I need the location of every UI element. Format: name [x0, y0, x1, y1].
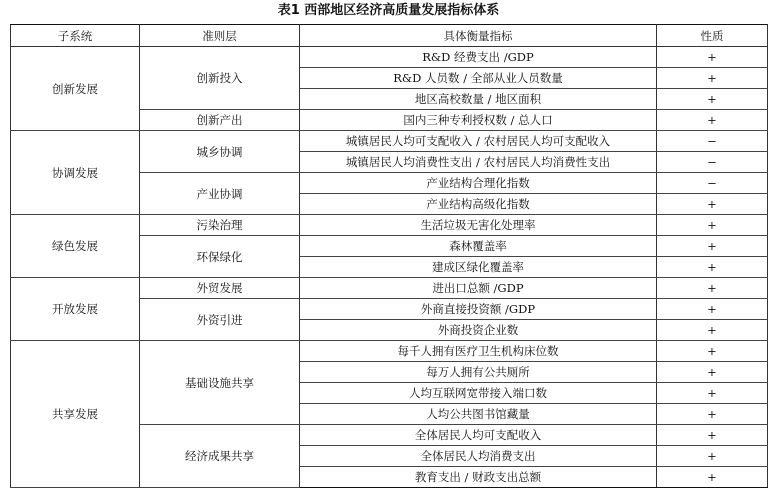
table-row — [11, 278, 768, 299]
indicator-cell: 每万人拥有公共厕所 — [300, 362, 657, 383]
indicator-cell: 建成区绿化覆盖率 — [300, 257, 657, 278]
nature-cell: + — [657, 278, 768, 299]
subsystem-cell: 协调发展 — [11, 131, 140, 215]
criterion-cell: 经济成果共享 — [140, 425, 300, 488]
header-subsystem: 子系统 — [11, 25, 140, 47]
criterion-cell: 创新产出 — [140, 110, 300, 131]
indicator-cell: 教育支出 / 财政支出总额 — [300, 467, 657, 488]
table-row — [11, 131, 768, 152]
nature-cell: + — [657, 194, 768, 215]
nature-cell: + — [657, 446, 768, 467]
criterion-cell: 污染治理 — [140, 215, 300, 236]
indicator-cell: 城镇居民人均可支配收入 / 农村居民人均可支配收入 — [300, 131, 657, 152]
subsystem-cell: 开放发展 — [11, 278, 140, 341]
indicator-cell: 全体居民人均可支配收入 — [300, 425, 657, 446]
nature-cell: + — [657, 215, 768, 236]
indicator-cell: R&D 经费支出 /GDP — [300, 47, 657, 68]
nature-cell: + — [657, 425, 768, 446]
header-indicator: 具体衡量指标 — [300, 25, 657, 47]
criterion-cell: 环保绿化 — [140, 236, 300, 278]
table-body — [11, 47, 768, 488]
criterion-cell: 产业协调 — [140, 173, 300, 215]
indicator-cell: 进出口总额 /GDP — [300, 278, 657, 299]
nature-cell: + — [657, 257, 768, 278]
subsystem-cell: 绿色发展 — [11, 215, 140, 278]
table-row — [11, 341, 768, 362]
indicator-cell: 森林覆盖率 — [300, 236, 657, 257]
criterion-cell: 创新投入 — [140, 47, 300, 110]
indicator-cell: 生活垃圾无害化处理率 — [300, 215, 657, 236]
indicator-cell: 地区高校数量 / 地区面积 — [300, 89, 657, 110]
indicator-cell: 城镇居民人均消费性支出 / 农村居民人均消费性支出 — [300, 152, 657, 173]
indicator-cell: 产业结构合理化指数 — [300, 173, 657, 194]
indicator-cell: R&D 人员数 / 全部从业人员数量 — [300, 68, 657, 89]
nature-cell: + — [657, 320, 768, 341]
header-criterion: 准则层 — [140, 25, 300, 47]
nature-cell: + — [657, 404, 768, 425]
header-nature: 性质 — [657, 25, 768, 47]
nature-cell: + — [657, 89, 768, 110]
criterion-cell: 外资引进 — [140, 299, 300, 341]
nature-cell: − — [657, 152, 768, 173]
criterion-cell: 外贸发展 — [140, 278, 300, 299]
indicator-cell: 全体居民人均消费支出 — [300, 446, 657, 467]
indicator-cell: 人均互联网宽带接入端口数 — [300, 383, 657, 404]
header-row — [11, 25, 768, 47]
nature-cell: + — [657, 68, 768, 89]
table-row — [11, 215, 768, 236]
indicator-cell: 产业结构高级化指数 — [300, 194, 657, 215]
subsystem-cell: 共享发展 — [11, 341, 140, 488]
nature-cell: + — [657, 341, 768, 362]
indicator-table — [10, 24, 768, 488]
table-caption: 表1 西部地区经济高质量发展指标体系 — [277, 3, 500, 18]
nature-cell: + — [657, 467, 768, 488]
indicator-cell: 人均公共图书馆藏量 — [300, 404, 657, 425]
nature-cell: + — [657, 110, 768, 131]
criterion-cell: 基础设施共享 — [140, 341, 300, 425]
indicator-cell: 国内三种专利授权数 / 总人口 — [300, 110, 657, 131]
table-row — [11, 47, 768, 68]
indicator-cell: 每千人拥有医疗卫生机构床位数 — [300, 341, 657, 362]
subsystem-cell: 创新发展 — [11, 47, 140, 131]
nature-cell: + — [657, 47, 768, 68]
nature-cell: − — [657, 131, 768, 152]
nature-cell: + — [657, 299, 768, 320]
criterion-cell: 城乡协调 — [140, 131, 300, 173]
nature-cell: + — [657, 383, 768, 404]
indicator-cell: 外商直接投资额 /GDP — [300, 299, 657, 320]
nature-cell: − — [657, 173, 768, 194]
nature-cell: + — [657, 362, 768, 383]
indicator-cell: 外商投资企业数 — [300, 320, 657, 341]
nature-cell: + — [657, 236, 768, 257]
